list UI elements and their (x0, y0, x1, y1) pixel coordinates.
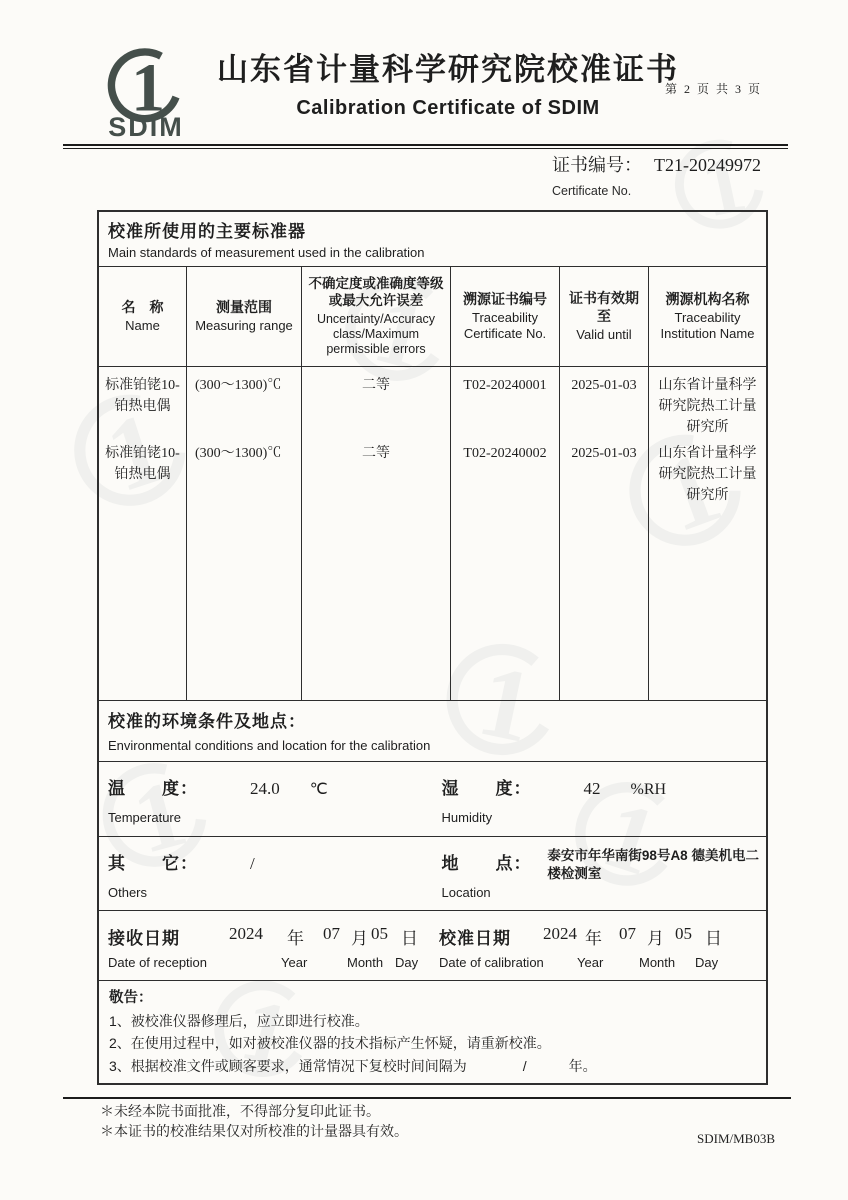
humidity-label: 湿 度： (441, 779, 532, 799)
temperature-humidity-row (99, 761, 766, 835)
standards-section-title (99, 212, 766, 266)
sdim-logo (85, 38, 207, 143)
empty-cell (302, 505, 451, 700)
reception-year: 2024 (229, 924, 263, 944)
notice-title: 敬告： (109, 989, 153, 1006)
column-header-uncertainty: 不确定度或准确度等级或最大允许误差 Uncertainty/Accuracy class/Maximum permissible errors (302, 267, 451, 367)
others-location-row (99, 836, 766, 910)
others-value: / (250, 853, 255, 873)
empty-cell (99, 505, 187, 700)
humidity-label-en: Humidity (441, 810, 493, 826)
column-header-traceability-cert: 溯源证书编号 Traceability Certificate No. (451, 267, 560, 367)
footnote: ＊未经本院书面批准，不得部分复印此证书。 (100, 1105, 380, 1120)
standards-table (99, 266, 766, 700)
month-unit: 月 (647, 929, 664, 949)
day-label-en: Day (395, 955, 419, 971)
location-label-en: Location (441, 885, 491, 901)
table-cell: 标准铂铑10-铂热电偶 (99, 367, 187, 435)
location-value: 泰安市年华南街98号A8 德美机电二楼检测室 (547, 847, 759, 882)
certificate-number-label-en: Certificate No. (552, 184, 632, 198)
empty-cell (649, 505, 766, 700)
day-label-en: Day (695, 955, 719, 971)
month-label-en: Month (347, 955, 384, 971)
table-cell: T02-20240001 (451, 367, 560, 435)
calibration-date-label: 校准日期 (439, 929, 511, 949)
column-header-valid-until: 证书有效期至 Valid until (560, 267, 649, 367)
notice-item: 3、根据校准文件或顾客要求，通常情况下复校时间间隔为 / 年。 (109, 1057, 597, 1074)
calibration-year: 2024 (543, 924, 577, 944)
table-cell: 二等 (302, 367, 451, 435)
logo-text: SDIM (108, 112, 184, 142)
empty-cell (560, 505, 649, 700)
main-table (97, 210, 768, 1085)
column-header-name: 名 称 Name (99, 267, 187, 367)
table-cell: (300～1300)℃ (187, 435, 302, 505)
calibration-date-label-en: Date of calibration (439, 955, 544, 971)
others-label-en: Others (108, 884, 148, 900)
dates-row (99, 910, 766, 979)
humidity-unit: %RH (630, 781, 667, 799)
certificate-number-label: 证书编号： (552, 155, 642, 175)
month-unit: 月 (351, 929, 368, 949)
calibration-day: 05 (675, 924, 692, 944)
year-unit: 年 (585, 929, 602, 949)
table-cell: 2025-01-03 (560, 435, 649, 505)
header-divider (63, 144, 788, 149)
empty-cell (451, 505, 560, 700)
humidity-value: 42 (583, 779, 601, 799)
column-header-institution: 溯源机构名称 Traceability Institution Name (649, 267, 766, 367)
temperature-unit: ℃ (309, 781, 328, 799)
table-cell: 2025-01-03 (560, 367, 649, 435)
reception-day: 05 (371, 924, 388, 944)
empty-cell (187, 505, 302, 700)
temperature-field (99, 762, 433, 835)
table-cell: T02-20240002 (451, 435, 560, 505)
footnotes (100, 1103, 408, 1142)
temperature-label-en: Temperature (108, 810, 181, 826)
others-label: 其 它： (108, 853, 198, 873)
day-unit: 日 (401, 929, 418, 949)
notice-item: 1、被校准仪器修理后，应立即进行校准。 (109, 1012, 369, 1029)
standards-title-cn: 校准所使用的主要标准器 (108, 222, 306, 241)
location-field (433, 837, 767, 910)
temperature-value: 24.0 (250, 779, 280, 799)
table-cell: 标准铂铑10-铂热电偶 (99, 435, 187, 505)
temperature-label: 温 度： (108, 779, 198, 799)
year-unit: 年 (287, 929, 304, 949)
page-number: 第 2 页 共 3 页 (664, 82, 762, 96)
environment-section-title: 校准的环境条件及地点： Environmental conditions and location for the calibration (99, 700, 766, 762)
table-cell: 二等 (302, 435, 451, 505)
notice-section (99, 980, 766, 1083)
table-cell: 山东省计量科学研究院热工计量研究所 (658, 377, 757, 435)
certificate-number (552, 151, 761, 198)
standards-title-en: Main standards of measurement used in the calibration (108, 245, 425, 260)
title-english: Calibration Certificate of SDIM (296, 97, 600, 119)
reception-month: 07 (323, 924, 340, 944)
notice-item: 2、在使用过程中，如对被校准仪器的技术指标产生怀疑，请重新校准。 (109, 1035, 551, 1052)
column-header-range: 测量范围 Measuring range (187, 267, 302, 367)
year-label-en: Year (577, 955, 604, 971)
header (63, 36, 788, 140)
humidity-field (433, 762, 767, 835)
calibration-month: 07 (619, 924, 636, 944)
reception-date-label: 接收日期 (108, 929, 180, 949)
reception-date-label-en: Date of reception (108, 955, 208, 971)
day-unit: 日 (705, 929, 722, 949)
certificate-number-value: T21-20249972 (654, 155, 761, 175)
title-block (213, 44, 683, 120)
footnote: ＊本证书的校准结果仅对所校准的计量器具有效。 (100, 1124, 408, 1140)
footer-divider (63, 1097, 791, 1099)
month-label-en: Month (639, 955, 676, 971)
table-cell: 山东省计量科学研究院热工计量研究所 (658, 445, 757, 503)
location-label: 地 点： (441, 853, 532, 873)
table-cell: (300～1300)℃ (187, 367, 302, 435)
year-label-en: Year (281, 955, 308, 971)
others-field (99, 837, 433, 910)
form-code: SDIM/MB03B (697, 1131, 776, 1146)
title-chinese: 山东省计量科学研究院校准证书 (217, 52, 679, 87)
